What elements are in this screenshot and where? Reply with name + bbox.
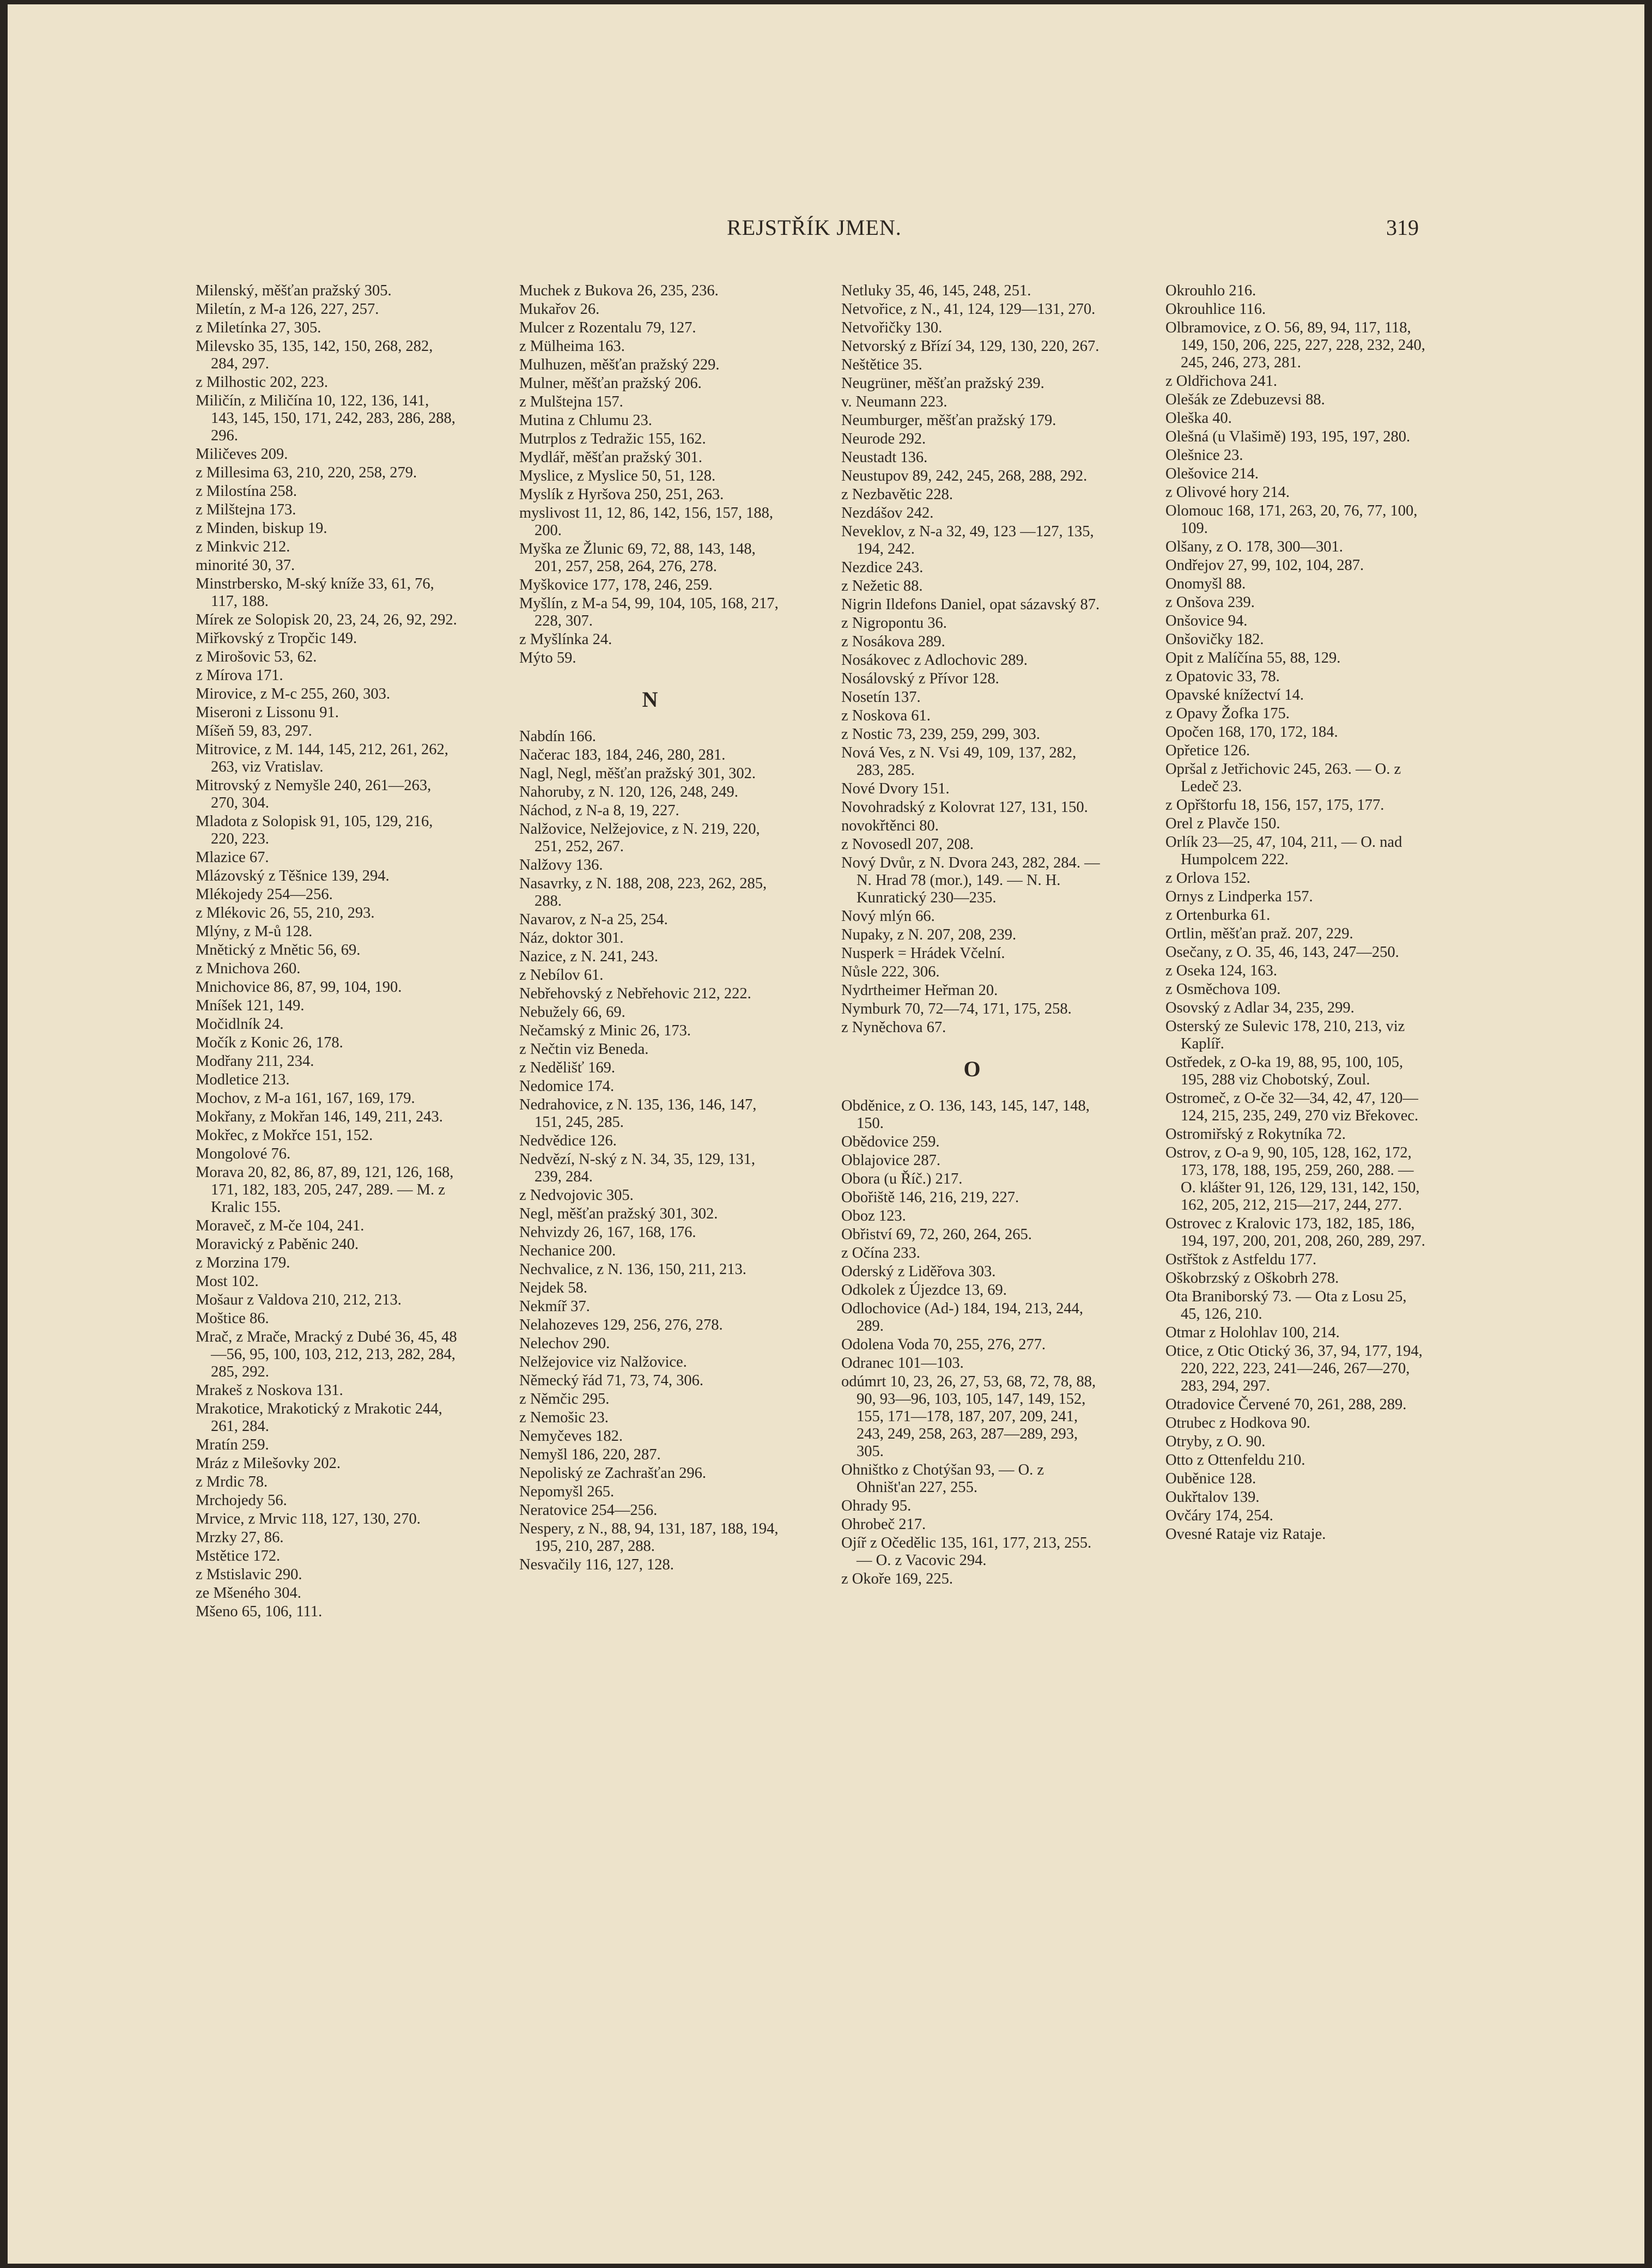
index-entry: z Nezbavětic 228.: [841, 486, 953, 503]
index-entry: Mirovice, z M-c 255, 260, 303.: [196, 686, 390, 702]
index-entry: z Mrdic 78.: [196, 1473, 268, 1490]
index-entry: Ohrobeč 217.: [841, 1516, 926, 1533]
index-entry: Oboz 123.: [841, 1208, 906, 1224]
index-entry: z Myšlínka 24.: [519, 631, 612, 648]
index-entry: z Očína 233.: [841, 1245, 920, 1262]
index-entry: z Nosákova 289.: [841, 633, 945, 650]
index-entry: Ostrovec z Kralovic 173, 182, 185, 186, 194, 197, 200, 201, 208, 260, 289, 297.: [1165, 1215, 1425, 1250]
index-entry: Nosetín 137.: [841, 689, 921, 706]
index-column-3: [841, 282, 1103, 1589]
section-letter-heading: N: [642, 687, 658, 712]
index-entry: Obědovice 259.: [841, 1133, 940, 1150]
index-entry: Netvořičky 130.: [841, 319, 943, 336]
index-entry: Mlékojedy 254—256.: [196, 886, 333, 903]
index-entry: Moraveč, z M-če 104, 241.: [196, 1217, 365, 1234]
index-entry: Mrač, z Mrače, Mracký z Dubé 36, 45, 48—56, 95, 100, 103, 212, 213, 282, 284, 285, 292.: [196, 1329, 457, 1380]
index-entry: Moravický z Paběnic 240.: [196, 1236, 359, 1253]
index-entry: Mulhuzen, měšťan pražský 229.: [519, 356, 720, 373]
index-entry: Ohništko z Chotýšan 93, — O. z Ohništ'an 227, 255.: [841, 1462, 1044, 1496]
index-entry: Miřkovský z Tropčic 149.: [196, 630, 357, 647]
index-entry: Močík z Konic 26, 178.: [196, 1034, 343, 1051]
index-entry: Olomouc 168, 171, 263, 20, 76, 77, 100, 109.: [1165, 502, 1418, 537]
index-entry: z Nedělišť 169.: [519, 1059, 616, 1076]
index-entry: z Nemošic 23.: [519, 1409, 609, 1426]
index-entry: Osovský z Adlar 34, 235, 299.: [1165, 999, 1355, 1016]
index-entry: Onomyšl 88.: [1165, 575, 1246, 592]
index-entry: Opočen 168, 170, 172, 184.: [1165, 724, 1338, 741]
index-entry: Miličeves 209.: [196, 446, 288, 463]
index-entry: Otice, z Otic Otický 36, 37, 94, 177, 194, 220, 222, 223, 241—246, 267—270, 283, 294, 297.: [1165, 1343, 1423, 1394]
index-entry: Odolena Voda 70, 255, 276, 277.: [841, 1336, 1046, 1353]
index-entry: z Osměchova 109.: [1165, 981, 1281, 998]
index-entry: Odlochovice (Ad-) 184, 194, 213, 244, 289.: [841, 1300, 1084, 1335]
index-entry: Mratín 259.: [196, 1436, 269, 1453]
book-page: [8, 4, 1644, 2264]
index-entry: Muchek z Bukova 26, 235, 236.: [519, 282, 719, 299]
index-entry: z Nigropontu 36.: [841, 615, 947, 632]
index-entry: z Milhostic 202, 223.: [196, 374, 329, 391]
index-entry: Mrvice, z Mrvic 118, 127, 130, 270.: [196, 1511, 421, 1527]
index-entry: Neugrüner, měšťan pražský 239.: [841, 375, 1044, 392]
index-entry: z Mnichova 260.: [196, 960, 301, 977]
index-entry: Nechvalice, z N. 136, 150, 211, 213.: [519, 1261, 746, 1278]
index-entry: odúmrt 10, 23, 26, 27, 53, 68, 72, 78, 88, 90, 93—96, 103, 105, 147, 149, 152, 155, 171—178, 187, 207, 209, 241, 243, 249, 258, 263, 287—289, 293, 305.: [841, 1373, 1096, 1460]
index-entry: Nový Dvůr, z N. Dvora 243, 282, 284. — N. Hrad 78 (mor.), 149. — N. H. Kunratický 230—235.: [841, 854, 1100, 906]
index-entry: Orlík 23—25, 47, 104, 211, — O. nad Humpolcem 222.: [1165, 834, 1402, 868]
index-entry: z Němčic 295.: [519, 1391, 610, 1408]
index-entry: z Olivové hory 214.: [1165, 484, 1290, 501]
index-entry: Oblajovice 287.: [841, 1152, 941, 1169]
index-entry: Oškobrzský z Oškobrh 278.: [1165, 1270, 1339, 1287]
index-entry: Onšovice 94.: [1165, 613, 1248, 629]
index-entry: Ovčáry 174, 254.: [1165, 1507, 1273, 1524]
index-entry: z Morzina 179.: [196, 1254, 290, 1271]
index-entry: z Onšova 239.: [1165, 594, 1255, 611]
index-entry: Opršal z Jetřichovic 245, 263. — O. z Ledeč 23.: [1165, 761, 1401, 795]
index-entry: z Millesima 63, 210, 220, 258, 279.: [196, 464, 417, 481]
index-entry: Nedrahovice, z N. 135, 136, 146, 147, 151, 245, 285.: [519, 1096, 757, 1131]
index-entry: Mongolové 76.: [196, 1145, 291, 1162]
index-entry: Mnichovice 86, 87, 99, 104, 190.: [196, 979, 402, 996]
index-entry: Nezdice 243.: [841, 559, 924, 576]
index-entry: Olšany, z O. 178, 300—301.: [1165, 538, 1343, 555]
index-entry: Netvorský z Břízí 34, 129, 130, 220, 267.: [841, 338, 1100, 355]
index-entry: Otmar z Holohlav 100, 214.: [1165, 1324, 1340, 1341]
index-entry: Nahoruby, z N. 120, 126, 248, 249.: [519, 784, 738, 801]
index-entry: Odkolek z Újezdce 13, 69.: [841, 1282, 1007, 1299]
index-entry: z Nežetic 88.: [841, 578, 923, 595]
index-entry: Nečamský z Minic 26, 173.: [519, 1022, 691, 1039]
index-entry: Opřetice 126.: [1165, 742, 1250, 759]
running-title: REJSTŘÍK JMEN.: [727, 215, 902, 240]
index-entry: Myslice, z Myslice 50, 51, 128.: [519, 468, 716, 484]
index-entry: Náz, doktor 301.: [519, 930, 624, 947]
index-entry: Mošaur z Valdova 210, 212, 213.: [196, 1291, 402, 1308]
index-entry: Nechanice 200.: [519, 1242, 616, 1259]
index-entry: Nusperk = Hrádek Včelní.: [841, 945, 1005, 962]
index-entry: Mitrovský z Nemyšle 240, 261—263, 270, 304.: [196, 777, 432, 811]
index-entry: Nemyšl 186, 220, 287.: [519, 1446, 661, 1463]
index-entry: Mulner, měšťan pražský 206.: [519, 375, 702, 392]
index-entry: Nigrin Ildefons Daniel, opat sázavský 87.: [841, 596, 1100, 613]
index-entry: Olešák ze Zdebuzevsi 88.: [1165, 391, 1325, 408]
index-entry: Mutina z Chlumu 23.: [519, 412, 652, 429]
index-entry: z Mstislavic 290.: [196, 1566, 302, 1583]
index-entry: Obděnice, z O. 136, 143, 145, 147, 148, 150.: [841, 1097, 1090, 1132]
index-entry: Minstrbersko, M-ský kníže 33, 61, 76, 117, 188.: [196, 575, 434, 610]
index-entry: z Miletínka 27, 305.: [196, 319, 321, 336]
index-entry: Mlazice 67.: [196, 849, 269, 866]
index-entry: Mlýny, z M-ů 128.: [196, 923, 313, 940]
index-entry: Nové Dvory 151.: [841, 780, 950, 797]
index-entry: Mukařov 26.: [519, 301, 600, 318]
index-entry: Ornys z Lindperka 157.: [1165, 888, 1313, 905]
index-entry: Miličín, z Miličína 10, 122, 136, 141, 143, 145, 150, 171, 242, 283, 286, 288, 296.: [196, 392, 455, 444]
index-entry: Nabdín 166.: [519, 728, 596, 745]
index-entry: Nosákovec z Adlochovic 289.: [841, 652, 1028, 669]
index-entry: Mšeno 65, 106, 111.: [196, 1603, 323, 1620]
index-entry: Okrouhlice 116.: [1165, 301, 1266, 318]
index-entry: Neratovice 254—256.: [519, 1502, 658, 1519]
index-entry: Myškovice 177, 178, 246, 259.: [519, 577, 713, 593]
index-column-2: [519, 282, 781, 1575]
index-entry: z Novosedl 207, 208.: [841, 836, 974, 853]
index-entry: Ovesné Rataje viz Rataje.: [1165, 1526, 1326, 1543]
index-entry: Nezdášov 242.: [841, 505, 934, 521]
index-entry: Nelžejovice viz Nalžovice.: [519, 1354, 687, 1370]
index-entry: Nejdek 58.: [519, 1279, 588, 1296]
index-entry: Netvořice, z N., 41, 124, 129—131, 270.: [841, 301, 1096, 318]
index-entry: Německý řád 71, 73, 74, 306.: [519, 1372, 703, 1389]
index-entry: Netluky 35, 46, 145, 248, 251.: [841, 282, 1031, 299]
index-entry: Načerac 183, 184, 246, 280, 281.: [519, 747, 726, 763]
index-entry: Neustupov 89, 242, 245, 268, 288, 292.: [841, 468, 1088, 484]
index-entry: z Noskova 61.: [841, 707, 931, 724]
index-entry: Nůsle 222, 306.: [841, 963, 940, 980]
index-entry: Nedomice 174.: [519, 1078, 615, 1095]
index-entry: Mochov, z M-a 161, 167, 169, 179.: [196, 1090, 415, 1107]
index-entry: Orel z Plavče 150.: [1165, 815, 1280, 832]
index-entry: z Opatovic 33, 78.: [1165, 668, 1280, 685]
index-entry: Neurode 292.: [841, 430, 926, 447]
index-entry: Oleška 40.: [1165, 410, 1232, 427]
index-entry: Nebřehovský z Nebřehovic 212, 222.: [519, 985, 751, 1002]
index-entry: Náchod, z N-a 8, 19, 227.: [519, 802, 679, 819]
index-entry: z Nostic 73, 239, 259, 299, 303.: [841, 726, 1040, 743]
index-entry: z Oldřichova 241.: [1165, 373, 1277, 390]
index-entry: Neumburger, měšťan pražský 179.: [841, 412, 1056, 429]
index-entry: Otryby, z O. 90.: [1165, 1433, 1266, 1450]
index-entry: Nydrtheimer Heřman 20.: [841, 982, 998, 999]
index-entry: Neštětice 35.: [841, 356, 922, 373]
index-entry: Nagl, Negl, měšťan pražský 301, 302.: [519, 765, 756, 782]
index-entry: z Mulštejna 157.: [519, 393, 623, 410]
index-entry: Modletice 213.: [196, 1071, 290, 1088]
index-column-1: [196, 282, 457, 1622]
index-entry: Nekmíř 37.: [519, 1298, 590, 1315]
index-entry: Osečany, z O. 35, 46, 143, 247—250.: [1165, 944, 1399, 961]
index-entry: z Milštejna 173.: [196, 501, 296, 518]
index-entry: myslivost 11, 12, 86, 142, 156, 157, 188, 200.: [519, 505, 774, 539]
index-entry: z Minkvic 212.: [196, 538, 290, 555]
index-entry: Novohradský z Kolovrat 127, 131, 150.: [841, 799, 1088, 816]
index-entry: z Orlova 152.: [1165, 870, 1250, 887]
index-entry: Nelechov 290.: [519, 1335, 610, 1352]
index-entry: Mníšek 121, 149.: [196, 997, 305, 1014]
index-entry: Olbramovice, z O. 56, 89, 94, 117, 118, 149, 150, 206, 225, 227, 228, 232, 240, 245, 246, 273, 281.: [1165, 319, 1425, 371]
index-entry: Ostřštok z Astfeldu 177.: [1165, 1251, 1317, 1268]
index-entry: z Oseka 124, 163.: [1165, 962, 1277, 979]
section-letter-heading: O: [963, 1057, 981, 1081]
index-entry: Okrouhlo 216.: [1165, 282, 1256, 299]
index-entry: Myslík z Hyršova 250, 251, 263.: [519, 486, 724, 503]
index-entry: Nasavrky, z N. 188, 208, 223, 262, 285, 288.: [519, 875, 767, 909]
index-entry: Otradovice Červené 70, 261, 288, 289.: [1165, 1396, 1407, 1413]
index-entry: Mladota z Solopisk 91, 105, 129, 216, 220, 223.: [196, 813, 433, 847]
index-entry: Nesvačily 116, 127, 128.: [519, 1556, 674, 1573]
index-entry: Nespery, z N., 88, 94, 131, 187, 188, 194, 195, 210, 287, 288.: [519, 1520, 779, 1555]
index-entry: Morava 20, 82, 86, 87, 89, 121, 126, 168, 171, 182, 183, 205, 247, 289. — M. z Kralic 155.: [196, 1164, 454, 1216]
index-entry: Neveklov, z N-a 32, 49, 123 —127, 135, 194, 242.: [841, 523, 1094, 557]
index-entry: z Nyněchova 67.: [841, 1019, 946, 1036]
index-entry: Močidlník 24.: [196, 1016, 284, 1033]
index-entry: z Mirošovic 53, 62.: [196, 648, 317, 665]
index-entry: Mýto 59.: [519, 650, 576, 666]
index-entry: Ostrov, z O-a 9, 90, 105, 128, 162, 172, 173, 178, 188, 195, 259, 260, 288. — O. klášter 91, 126, 129, 131, 142, 150, 162, 205, 212, 215—217, 244, 277.: [1165, 1144, 1420, 1214]
index-entry: Otto z Ottenfeldu 210.: [1165, 1452, 1305, 1469]
index-entry: Opit z Malíčína 55, 88, 129.: [1165, 650, 1341, 666]
index-entry: z Opavy Žofka 175.: [1165, 705, 1290, 722]
index-entry: Mírek ze Solopisk 20, 23, 24, 26, 92, 292.: [196, 611, 457, 628]
index-entry: Navarov, z N-a 25, 254.: [519, 911, 668, 928]
index-entry: z Mülheima 163.: [519, 338, 625, 355]
index-entry: Mrzky 27, 86.: [196, 1529, 284, 1546]
index-entry: Ostředek, z O-ka 19, 88, 95, 100, 105, 195, 288 viz Chobotský, Zoul.: [1165, 1054, 1404, 1088]
index-entry: Nová Ves, z N. Vsi 49, 109, 137, 282, 283, 285.: [841, 744, 1077, 779]
index-entry: Ostromeč, z O-če 32—34, 42, 47, 120—124, 215, 235, 249, 270 viz Břekovec.: [1165, 1090, 1419, 1124]
index-entry: Ojíř z Očedělic 135, 161, 177, 213, 255. — O. z Vacovic 294.: [841, 1535, 1092, 1569]
index-entry: Obřiství 69, 72, 260, 264, 265.: [841, 1226, 1032, 1243]
index-entry: Milevsko 35, 135, 142, 150, 268, 282, 284, 297.: [196, 338, 433, 372]
index-entry: Ouběnice 128.: [1165, 1470, 1256, 1487]
index-entry: z Minden, biskup 19.: [196, 520, 327, 537]
index-entry: Mrchojedy 56.: [196, 1492, 287, 1509]
index-entry: Ohrady 95.: [841, 1497, 912, 1514]
index-entry: Nupaky, z N. 207, 208, 239.: [841, 926, 1017, 943]
index-entry: Obora (u Říč.) 217.: [841, 1171, 963, 1187]
index-entry: Odranec 101—103.: [841, 1355, 964, 1372]
index-entry: Nazice, z N. 241, 243.: [519, 948, 658, 965]
index-entry: Olešná (u Vlašimě) 193, 195, 197, 280.: [1165, 428, 1411, 445]
index-entry: Most 102.: [196, 1273, 259, 1290]
index-entry: Nehvizdy 26, 167, 168, 176.: [519, 1224, 696, 1241]
index-entry: Mydlář, měšťan pražský 301.: [519, 449, 702, 466]
index-entry: Mokřec, z Mokřce 151, 152.: [196, 1127, 373, 1144]
index-entry: Modřany 211, 234.: [196, 1053, 314, 1070]
index-entry: z Mírova 171.: [196, 667, 283, 684]
index-entry: z Milostína 258.: [196, 483, 297, 500]
index-entry: Olešnice 23.: [1165, 447, 1243, 464]
index-entry: Oukřtalov 139.: [1165, 1489, 1260, 1506]
index-entry: Milenský, měšťan pražský 305.: [196, 282, 392, 299]
index-entry: Ortlin, měšťan praž. 207, 229.: [1165, 925, 1353, 942]
index-entry: Mitrovice, z M. 144, 145, 212, 261, 262, 263, viz Vratislav.: [196, 741, 448, 775]
index-entry: novokřtěnci 80.: [841, 817, 939, 834]
index-entry: Mrakotice, Mrakotický z Mrakotic 244, 261, 284.: [196, 1400, 442, 1435]
index-entry: Nový mlýn 66.: [841, 908, 935, 925]
index-entry: Nemyčeves 182.: [519, 1428, 623, 1445]
index-entry: Miletín, z M-a 126, 227, 257.: [196, 301, 379, 318]
index-entry: Nedvědice 126.: [519, 1132, 617, 1149]
index-entry: Olešovice 214.: [1165, 465, 1259, 482]
index-entry: Ondřejov 27, 99, 102, 104, 287.: [1165, 557, 1364, 574]
index-entry: Negl, měšťan pražský 301, 302.: [519, 1205, 718, 1222]
index-entry: Mráz z Milešovky 202.: [196, 1455, 341, 1472]
index-entry: z Mlékovic 26, 55, 210, 293.: [196, 905, 375, 921]
index-entry: Nosálovský z Přívor 128.: [841, 670, 999, 687]
index-entry: Osterský ze Sulevic 178, 210, 213, viz Kaplíř.: [1165, 1018, 1405, 1052]
index-entry: Ostromiřský z Rokytníka 72.: [1165, 1126, 1346, 1143]
index-entry: Nepoliský ze Zachrašťan 296.: [519, 1465, 706, 1482]
index-entry: minorité 30, 37.: [196, 557, 295, 574]
index-entry: z Opřštorfu 18, 156, 157, 175, 177.: [1165, 797, 1384, 814]
index-entry: Mrakeš z Noskova 131.: [196, 1382, 343, 1399]
index-entry: z Nedvojovic 305.: [519, 1187, 634, 1204]
index-entry: z Okoře 169, 225.: [841, 1570, 953, 1587]
index-entry: Miseroni z Lissonu 91.: [196, 704, 339, 721]
index-entry: Mulcer z Rozentalu 79, 127.: [519, 319, 696, 336]
index-column-4: [1165, 282, 1427, 1544]
index-entry: Moštice 86.: [196, 1310, 269, 1327]
index-entry: Nelahozeves 129, 256, 276, 278.: [519, 1317, 723, 1333]
index-entry: Myška ze Žlunic 69, 72, 88, 143, 148, 201, 257, 258, 264, 276, 278.: [519, 541, 756, 575]
index-entry: Opavské knížectví 14.: [1165, 687, 1304, 704]
index-entry: Mnětický z Mnětic 56, 69.: [196, 942, 361, 959]
index-entry: z Ortenburka 61.: [1165, 907, 1271, 924]
index-entry: Myšlín, z M-a 54, 99, 104, 105, 168, 217, 228, 307.: [519, 595, 779, 629]
index-entry: Otrubec z Hodkova 90.: [1165, 1415, 1310, 1432]
index-entry: Oderský z Liděřova 303.: [841, 1263, 996, 1280]
index-entry: v. Neumann 223.: [841, 393, 948, 410]
index-entry: ze Mšeného 304.: [196, 1585, 301, 1602]
index-entry: Neustadt 136.: [841, 449, 928, 466]
index-entry: z Nečtin viz Beneda.: [519, 1041, 649, 1058]
index-entry: Míšeň 59, 83, 297.: [196, 723, 312, 739]
index-entry: Nymburk 70, 72—74, 171, 175, 258.: [841, 1000, 1072, 1017]
index-entry: Mlázovský z Těšnice 139, 294.: [196, 868, 390, 884]
index-entry: Nedvězí, N-ský z N. 34, 35, 129, 131, 239, 284.: [519, 1151, 755, 1185]
index-entry: Nalžovice, Nelžejovice, z N. 219, 220, 251, 252, 267.: [519, 821, 760, 855]
index-entry: Mokřany, z Mokřan 146, 149, 211, 243.: [196, 1108, 443, 1125]
index-entry: z Nebílov 61.: [519, 967, 604, 984]
index-entry: Obořiště 146, 216, 219, 227.: [841, 1189, 1019, 1206]
index-entry: Nepomyšl 265.: [519, 1483, 615, 1500]
index-entry: Nalžovy 136.: [519, 857, 603, 874]
index-entry: Onšovičky 182.: [1165, 631, 1264, 648]
page-header: [8, 215, 1644, 247]
page-number: 319: [1386, 215, 1419, 240]
index-entry: Ota Braniborský 73. — Ota z Losu 25, 45, 126, 210.: [1165, 1288, 1407, 1323]
index-entry: Mstětice 172.: [196, 1548, 281, 1564]
index-entry: Nebužely 66, 69.: [519, 1004, 625, 1021]
index-entry: Mutrplos z Tedražic 155, 162.: [519, 430, 706, 447]
